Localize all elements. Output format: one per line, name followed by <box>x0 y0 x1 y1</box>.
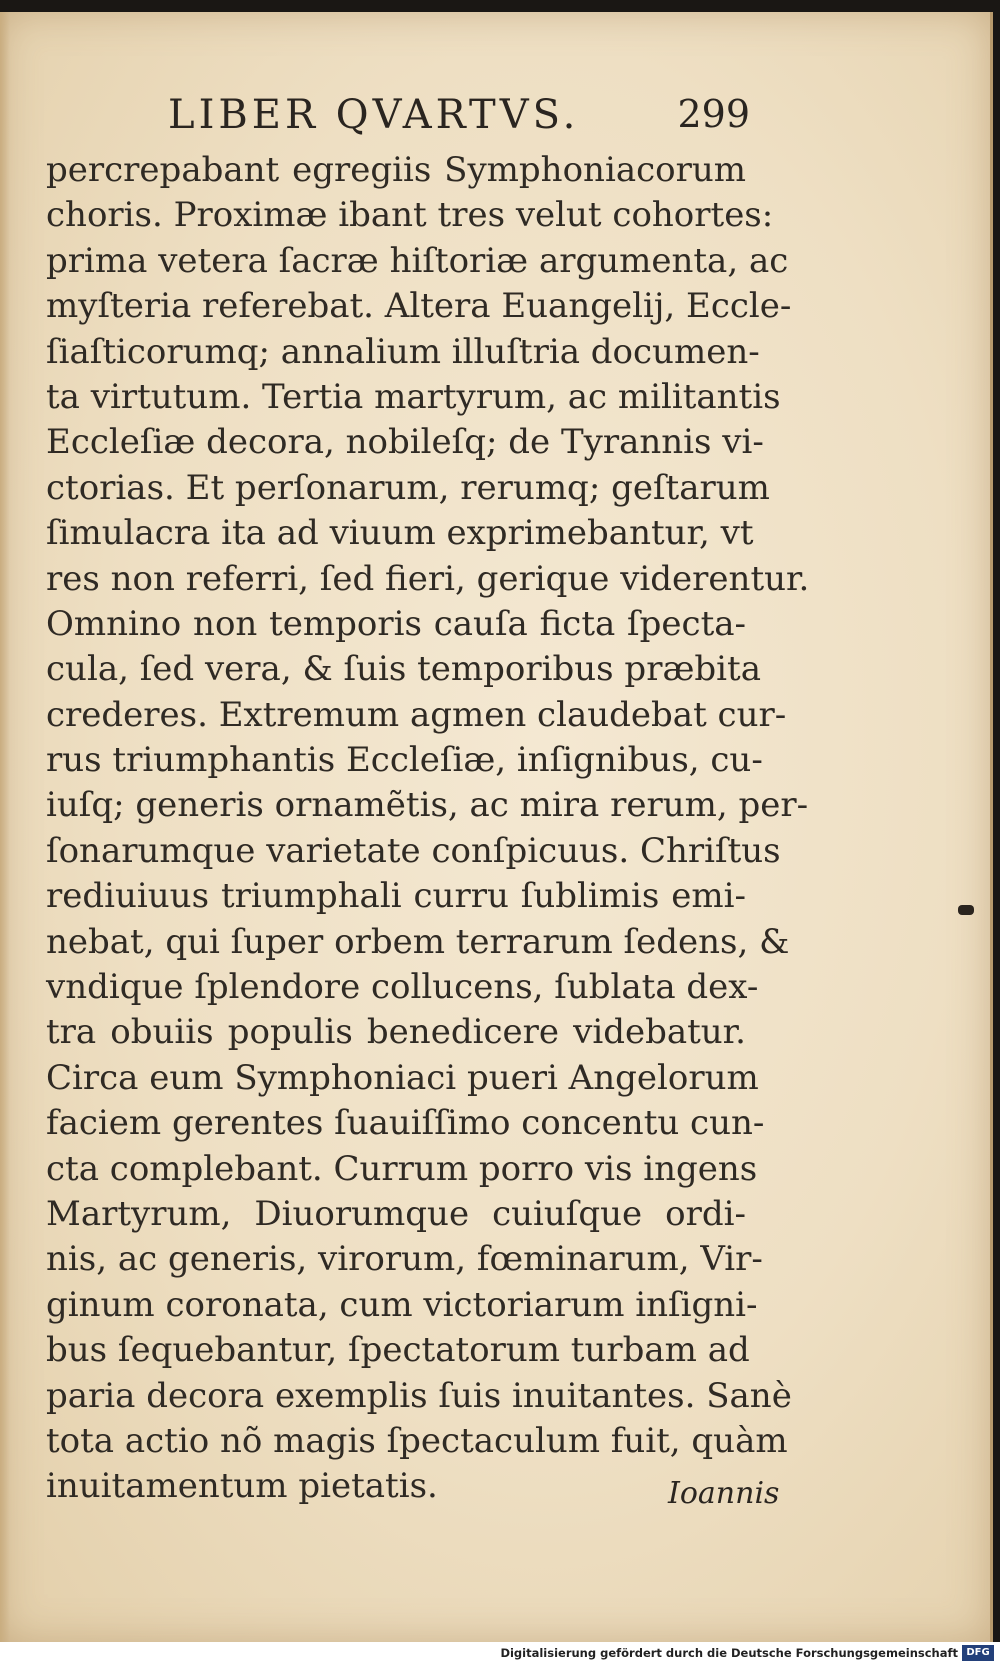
text-line: ctorias. Et perſonarum, rerumq; geſtarum <box>46 467 770 508</box>
text-line: tra obuiis populis benedicere videbatur. <box>46 1012 746 1053</box>
body-text <box>46 148 810 1510</box>
text-line: res non referri, ſed fieri, gerique viderentur. <box>46 558 810 599</box>
text-line: ſonarumque varietate conſpicuus. Chriſtus <box>46 830 781 871</box>
text-line: faciem gerentes ſuauiſſimo concentu cun- <box>46 1103 765 1144</box>
text-line: nis, ac generis, virorum, fœminarum, Vir- <box>46 1239 763 1280</box>
text-line: cula, ſed vera, & ſuis temporibus præbita <box>46 649 761 690</box>
text-line: rediuiuus triumphali curru ſublimis emi- <box>46 876 746 917</box>
page-header <box>150 84 750 144</box>
page-number: 299 <box>677 92 750 136</box>
text-line: myſteria referebat. Altera Euangelij, Eccle- <box>46 286 792 327</box>
text-line: ſiaſticorumq; annalium illuſtria documen- <box>46 331 760 372</box>
page-gutter-shadow <box>0 12 10 1642</box>
text-line: percrepabant egregiis Symphoniacorum <box>46 150 746 190</box>
dfg-logo-icon: DFG <box>962 1645 994 1661</box>
text-line: ſimulacra ita ad viuum exprimebantur, vt <box>46 513 754 554</box>
funding-credit: Digitalisierung gefördert durch die Deutsche Forschungsgemeinschaft <box>500 1646 958 1660</box>
digitization-footer <box>0 1642 1000 1666</box>
text-line: bus ſequebantur, ſpectatorum turbam ad <box>46 1330 750 1371</box>
page-edge-mark <box>958 905 974 915</box>
text-line: Eccleſiæ decora, nobileſq; de Tyrannis vi- <box>46 422 764 463</box>
text-line: ta virtutum. Tertia martyrum, ac militantis <box>46 376 781 417</box>
text-line: nebat, qui ſuper orbem terrarum ſedens, & <box>46 921 790 962</box>
text-line: inuitamentum pietatis. <box>46 1466 438 1507</box>
text-line: vndique ſplendore collucens, ſublata dex- <box>46 967 759 1008</box>
running-title: LIBER QVARTVS. <box>168 92 580 138</box>
text-line: crederes. Extremum agmen claudebat cur- <box>46 694 787 735</box>
text-line: choris. Proximæ ibant tres velut cohortes: <box>46 195 774 236</box>
text-line: Martyrum, Diuorumque cuiuſque ordi- <box>46 1193 746 1234</box>
catchword: Ioannis <box>668 1476 780 1511</box>
text-line: tota actio nõ magis ſpectaculum fuit, quàm <box>46 1420 788 1461</box>
text-line: prima vetera ſacræ hiſtoriæ argumenta, ac <box>46 240 789 281</box>
text-line: ginum coronata, cum victoriarum inſigni- <box>46 1284 758 1325</box>
book-page <box>0 12 993 1642</box>
text-line: Circa eum Symphoniaci pueri Angelorum <box>46 1057 759 1098</box>
text-line: cta complebant. Currum porro vis ingens <box>46 1148 758 1189</box>
text-line: rus triumphantis Eccleſiæ, inſignibus, cu- <box>46 740 763 781</box>
text-line: iuſq; generis ornamẽtis, ac mira rerum, per- <box>46 785 809 826</box>
text-line: paria decora exemplis ſuis inuitantes. Sanè <box>46 1375 792 1416</box>
text-line: Omnino non temporis cauſa ficta ſpecta- <box>46 603 746 644</box>
